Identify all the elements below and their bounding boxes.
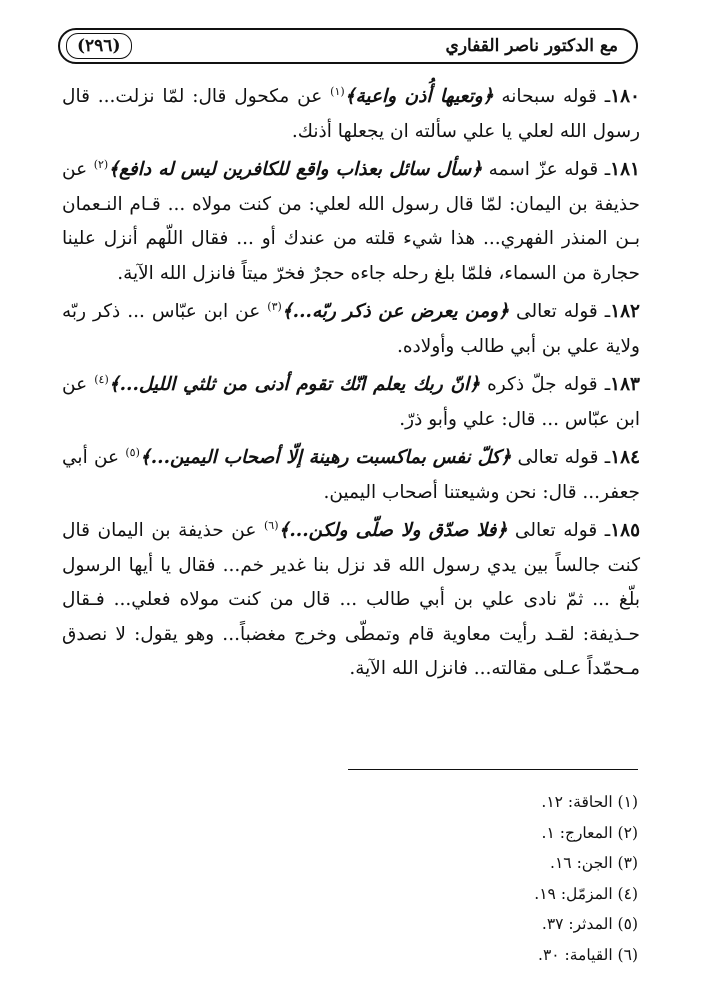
entry-number: ١٨٥ bbox=[610, 520, 641, 541]
footnote-4: (٤) المزمّل: ١٩. bbox=[534, 884, 638, 903]
quran-verse: ﴿سأل سائل بعذاب واقع للكافرين ليس له دافع﴾ bbox=[108, 159, 483, 180]
footnote-marker: (٦) bbox=[264, 518, 279, 532]
entry-number: ١٨٢ bbox=[610, 301, 640, 322]
quran-verse: ﴿ومن يعرض عن ذكر ربّه...﴾ bbox=[281, 301, 510, 322]
footnote-marker: (٤) bbox=[94, 372, 109, 386]
entry-text: عن ابن عبّاس ... قال: علي وأبو ذرّ. bbox=[62, 374, 640, 430]
footnote-marker: (١) bbox=[330, 84, 345, 98]
entry-number: ١٨٠ bbox=[610, 86, 640, 107]
page-number: (٢٩٦) bbox=[66, 33, 132, 59]
footnote-marker: (٥) bbox=[125, 445, 140, 459]
entry-lead: ـ قوله تعالى bbox=[511, 447, 611, 468]
footnote-6: (٦) القيامة: ٣٠. bbox=[538, 945, 638, 964]
entry-text: عن حذيفة بن اليمان: لمّا قال رسول الله لعلي: من كنت مولاه ... قـام النـعمان بـن المنذر الفهري... هذا شيء قلته من عندك أو ... فقال اللّهم أنزل علينا حجارة من السماء، فلمّا بلغ رحله جاءه حجرٌ فخرّ ميتاً فانزل الله الآية. bbox=[62, 159, 640, 284]
quran-verse: ﴿فلا صدّق ولا صلّى ولكن...﴾ bbox=[278, 520, 508, 541]
footnote-divider bbox=[348, 769, 638, 770]
quran-verse: ﴿انّ ربك يعلم انّك تقوم أدنى من ثلثي الليل...﴾ bbox=[108, 374, 481, 395]
footnote-3: (٣) الجن: ١٦. bbox=[550, 854, 638, 872]
footnote-1: (١) الحاقة: ١٢. bbox=[541, 793, 638, 811]
entry-184 bbox=[62, 441, 640, 510]
quran-verse: ﴿وتعيها أُذن واعية﴾ bbox=[344, 86, 494, 107]
entry-185 bbox=[62, 514, 640, 687]
entry-text: عن حذيفة بن اليمان قال كنت جالساً بين يدي رسول الله قد نزل بنا غدير خم... فقال يا أيها الرسول بلّغ ... ثمّ نادى علي بن أبي طالب ... قال من كنت مولاه فعلي... فـقال حـذيفة: لقـد رأيت معاوية قام وتمطّى وخرج مغضباً... وهو يقول: لا نصدق مـحمّداً عـلى مقالته... فانزل الله الآية. bbox=[62, 520, 640, 679]
entry-number: ١٨٣ bbox=[610, 374, 640, 395]
header-title: مع الدكتور ناصر القفاري bbox=[445, 36, 618, 56]
entry-text: عن أبي جعفر... قال: نحن وشيعتنا أصحاب اليمين. bbox=[62, 447, 640, 503]
entry-lead: ـ قوله تعالى bbox=[509, 301, 611, 322]
footnote-2: (٢) المعارج: ١. bbox=[541, 823, 638, 842]
entry-lead: ـ قوله عزّ اسمه bbox=[482, 159, 611, 180]
entry-183 bbox=[62, 368, 640, 437]
footnotes bbox=[238, 787, 638, 970]
main-text bbox=[62, 80, 640, 687]
entry-lead: ـ قوله سبحانه bbox=[493, 86, 611, 107]
entry-text: عن ابن عبّاس ... ذكر ربّه ولاية علي بن أبي طالب وأولاده. bbox=[62, 301, 640, 357]
entry-182 bbox=[62, 295, 640, 364]
footnote-5: (٥) المدثر: ٣٧. bbox=[541, 915, 638, 933]
entry-lead: ـ قوله جلّ ذكره bbox=[480, 374, 611, 395]
entry-number: ١٨٤ bbox=[610, 447, 641, 468]
entry-181 bbox=[62, 153, 640, 291]
entry-lead: ـ قوله تعالى bbox=[507, 520, 611, 541]
running-header bbox=[58, 28, 638, 64]
entry-180 bbox=[62, 80, 640, 149]
entry-number: ١٨١ bbox=[610, 159, 640, 180]
quran-verse: ﴿كلّ نفس بماكسبت رهينة إلّا أصحاب اليمين...﴾ bbox=[139, 447, 512, 468]
footnote-marker: (٣) bbox=[267, 299, 282, 313]
footnote-marker: (٢) bbox=[93, 157, 109, 171]
entry-text: عن مكحول قال: لمّا نزلت... قال رسول الله لعلي يا علي سألته ان يجعلها أذنك. bbox=[62, 86, 640, 142]
